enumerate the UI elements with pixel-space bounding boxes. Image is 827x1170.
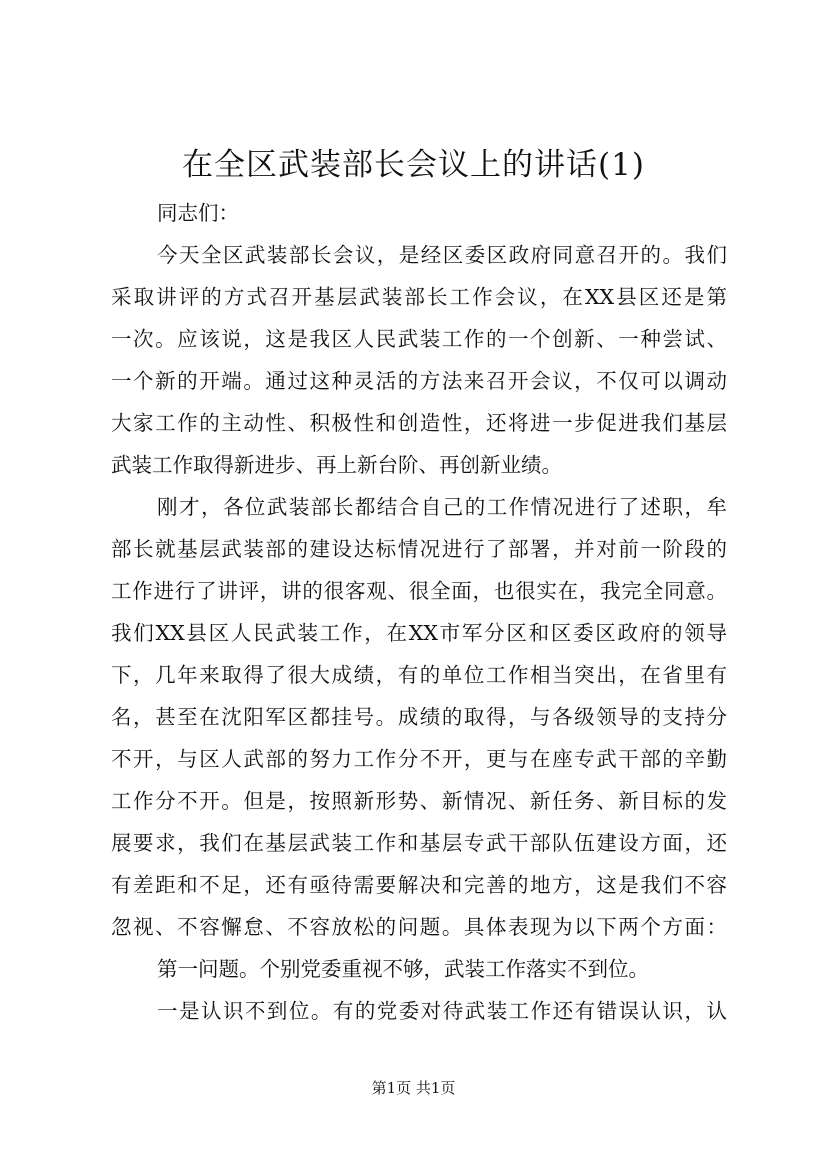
- text-line: 名，甚至在沈阳军区都挂号。成绩的取得，与各级领导的支持分: [111, 705, 727, 729]
- text-line: 忽视、不容懈怠、不容放松的问题。具体表现为以下两个方面：: [111, 915, 727, 939]
- text-line: 同志们：: [157, 201, 239, 225]
- text-line: 工作进行了讲评，讲的很客观、很全面，也很实在，我完全同意。: [111, 579, 727, 603]
- text-line: 不开，与区人武部的努力工作分不开，更与在座专武干部的辛勤: [111, 747, 727, 771]
- text-line: 我们XX县区人民武装工作，在XX市军分区和区委区政府的领导: [111, 621, 727, 645]
- text-line: 第一问题。个别党委重视不够，武装工作落实不到位。: [157, 957, 649, 981]
- text-line: 一次。应该说，这是我区人民武装工作的一个创新、一种尝试、: [111, 327, 727, 351]
- text-line: 采取讲评的方式召开基层武装部长工作会议，在XX县区还是第: [111, 285, 727, 309]
- text-line: 有差距和不足，还有亟待需要解决和完善的地方，这是我们不容: [111, 873, 727, 897]
- document-title: 在全区武装部长会议上的讲话(1): [182, 147, 645, 183]
- text-line: 武装工作取得新进步、再上新台阶、再创新业绩。: [111, 453, 562, 477]
- text-line: 展要求，我们在基层武装工作和基层专武干部队伍建设方面，还: [111, 831, 727, 855]
- text-line: 工作分不开。但是，按照新形势、新情况、新任务、新目标的发: [111, 789, 727, 813]
- text-line: 一是认识不到位。有的党委对待武装工作还有错误认识，认: [157, 999, 727, 1023]
- text-line: 刚才，各位武装部长都结合自己的工作情况进行了述职，牟: [157, 495, 727, 519]
- page-footer: 第1页 共1页: [371, 1079, 456, 1097]
- text-line: 下，几年来取得了很大成绩，有的单位工作相当突出，在省里有: [111, 663, 727, 687]
- text-line: 大家工作的主动性、积极性和创造性，还将进一步促进我们基层: [111, 411, 727, 435]
- text-line: 部长就基层武装部的建设达标情况进行了部署，并对前一阶段的: [111, 537, 727, 561]
- text-line: 一个新的开端。通过这种灵活的方法来召开会议，不仅可以调动: [111, 369, 727, 393]
- text-line: 今天全区武装部长会议，是经区委区政府同意召开的。我们: [157, 243, 727, 267]
- document-body: [111, 192, 727, 1032]
